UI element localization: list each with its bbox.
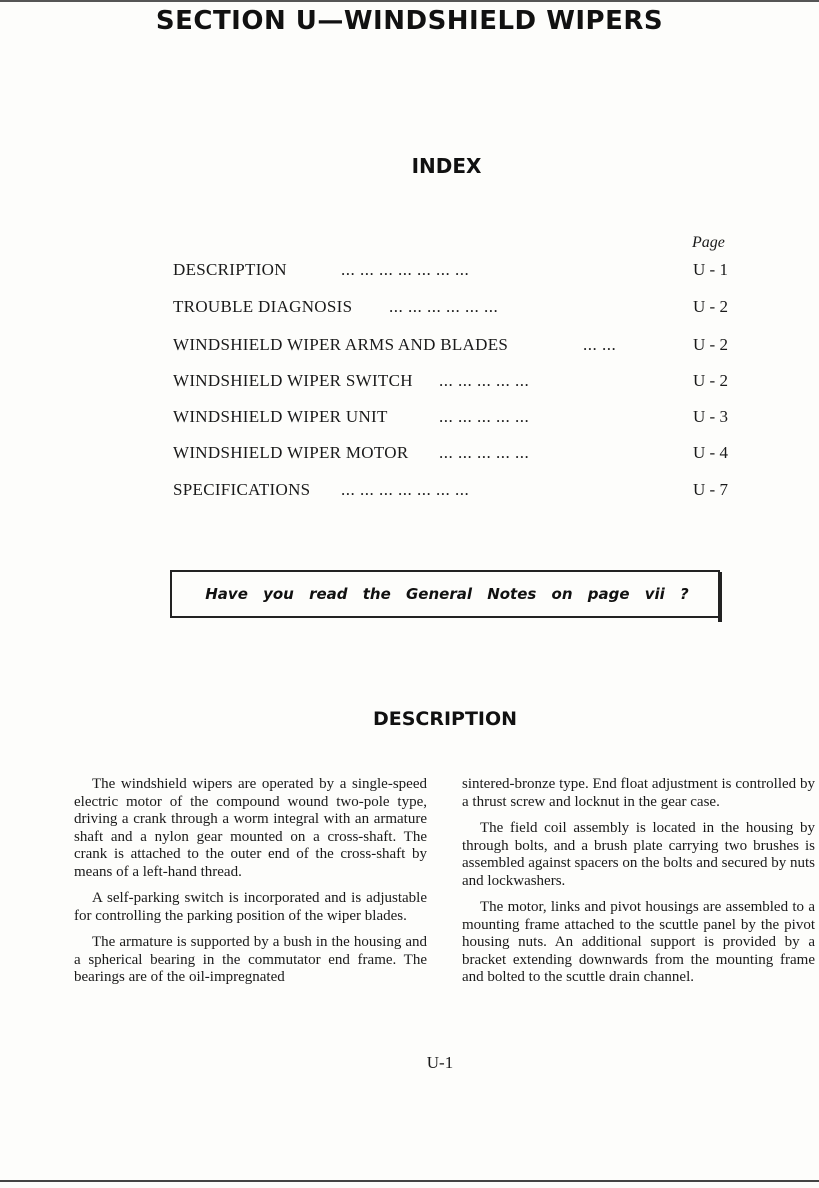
toc-entry-leader: ... ... ... ... ... ... ...: [341, 260, 470, 279]
toc-entry: [173, 443, 733, 465]
toc-entry-label: WINDSHIELD WIPER SWITCH: [173, 371, 413, 390]
toc-entry-label: WINDSHIELD WIPER UNIT: [173, 407, 388, 426]
toc-entry: [173, 480, 733, 502]
top-rule: [0, 0, 819, 2]
toc-entry-leader: ... ... ... ... ...: [439, 407, 530, 426]
general-notes-text: Have you read the General Notes on page vii ?: [205, 585, 689, 603]
toc-entry: [173, 407, 733, 429]
toc-entry-page: U - 2: [693, 297, 728, 316]
description-paragraph: The motor, links and pivot housings are assembled to a mounting frame attached to the scuttle panel by the pivot housing nuts. An additional support is provided by a bracket extending downwards from the mounting frame and bolted to the scuttle drain channel.: [462, 899, 815, 985]
toc-entry: [173, 260, 733, 282]
toc-entry: [173, 371, 733, 393]
toc-entry-page: U - 4: [693, 443, 728, 462]
section-title: SECTION U—WINDSHIELD WIPERS: [155, 6, 664, 36]
bottom-rule: [0, 1180, 819, 1182]
toc-entry-label: TROUBLE DIAGNOSIS: [173, 297, 353, 316]
description-left-column: [74, 776, 427, 996]
toc-entry-leader: ... ... ... ... ...: [439, 443, 530, 462]
toc-entry-page: U - 7: [693, 480, 728, 499]
description-paragraph: A self-parking switch is incorporated and is adjustable for controlling the parking position of the wiper blades.: [74, 890, 427, 924]
toc-entry-leader: ... ... ... ... ...: [439, 371, 530, 390]
description-paragraph: The armature is supported by a bush in the housing and a spherical bearing in the commutator end frame. The bearings are of the oil-impregnated: [74, 934, 427, 985]
description-paragraph: The field coil assembly is located in the housing by through bolts, and a brush plate carrying two brushes is assembled against spacers on the bolts and secured by nuts and lockwashers.: [462, 820, 815, 889]
index-title: INDEX: [411, 154, 482, 178]
toc-entry-label: WINDSHIELD WIPER ARMS AND BLADES: [173, 335, 509, 354]
description-paragraph: sintered-bronze type. End float adjustment is controlled by a thrust screw and locknut in the gear case.: [462, 776, 815, 810]
toc-entry-leader: ... ... ... ... ... ... ...: [341, 480, 470, 499]
page-number: U-1: [426, 1053, 454, 1072]
toc-entry-label: WINDSHIELD WIPER MOTOR: [173, 443, 409, 462]
general-notes-box: [170, 570, 720, 618]
toc-entry-label: SPECIFICATIONS: [173, 480, 311, 499]
description-title: DESCRIPTION: [372, 708, 518, 730]
description-right-column: [462, 776, 815, 996]
general-notes-box-shadow: [718, 572, 722, 622]
toc-entry-leader: ... ... ... ... ... ...: [389, 297, 499, 316]
toc-entry-page: U - 2: [693, 371, 728, 390]
toc-entry: [173, 297, 733, 319]
page-column-heading: Page: [692, 234, 725, 251]
toc-entry-page: U - 2: [693, 335, 728, 354]
description-paragraph: The windshield wipers are operated by a single-speed electric motor of the compound wound two-pole type, driving a crank through a worm integral with an armature shaft and a nylon gear mounted on a cross-shaft. The crank is attached to the outer end of the cross-shaft by means of a left-hand thread.: [74, 776, 427, 880]
toc-entry: [173, 335, 733, 357]
toc-entry-page: U - 1: [693, 260, 728, 279]
toc-entry-label: DESCRIPTION: [173, 260, 287, 279]
toc-entry-leader: ... ...: [583, 335, 617, 354]
toc-entry-page: U - 3: [693, 407, 728, 426]
